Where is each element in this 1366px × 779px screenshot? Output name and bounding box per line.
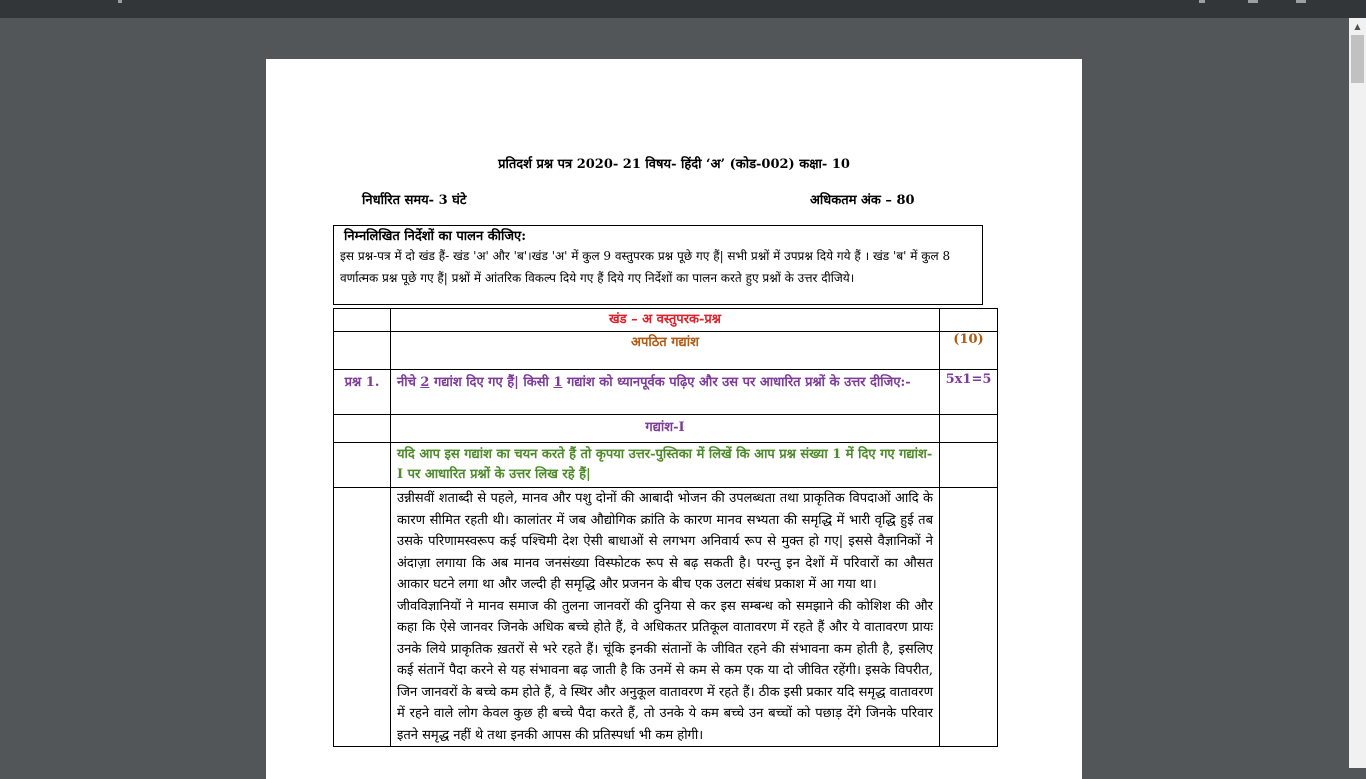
passage-paragraph: उन्नीसवीं शताब्दी से पहले, मानव और पशु दोनों की आबादी भोजन की उपलब्धता तथा प्राकृतिक विपदाओं आदि के कारण सीमित रहती थी। कालांतर में जब औद्योगिक क्रांति के कारण मानव सभ्यता की समृद्धि में भारी वृद्धि हुई तब उसके परिणामस्वरूप कई पश्चिमी देश ऐसी बाधाओं से लगभग अनिवार्य रूप से मुक्त हो गए| इससे वैज्ञानिकों ने अंदाज़ा लगाया कि अब मानव जनसंख्या विस्फोटक रूप से बढ़ सकती है। परन्तु इन देशों में परिवारों का औसत आकार घटने लगा था और जल्दी ही समृद्धि और प्रजनन के बीच एक उलटा संबंध प्रकाश में आ गया था। xyxy=(397,491,933,592)
table-row xyxy=(334,309,998,332)
viewer-toolbar xyxy=(0,0,1366,18)
passage-paragraph: जीवविज्ञानियों ने मानव समाज की तुलना जानवरों की दुनिया से कर इस सम्बन्ध को समझाने की कोशिश की और कहा कि ऐसे जानवर जिनके अधिक बच्चे होते हैं, वे अधिकतर प्रतिकूल वातावरण में रहते हैं और ये वातावरण प्रायः उनके लिये प्राकृतिक ख़तरों से भरे रहते हैं। चूंकि इनकी संतानों के जीवित रहने की संभावना कम होती है, इसलिए कई संतानें पैदा करने से यह संभावना बढ़ जाती है कि उनमें से कम से कम एक या दो जीवित रहेंगी। इसके विपरीत, जिन जानवरों के बच्चे कम होते हैं, वे स्थिर और अनुकूल वातावरण में रहते हैं। ठीक इसी प्रकार यदि समृद्ध वातावरण में रहने वाले लोग केवल कुछ ही बच्चे पैदा करते हैं, तो उनके ये कम बच्चे उन बच्चों को पछाड़ देंगे जिनके परिवार इतने समृद्ध नहीं थे तथा इनकी आपस की प्रतिस्पर्धा भी कम होगी। xyxy=(397,598,933,743)
table-row xyxy=(334,415,998,443)
table-row xyxy=(334,370,998,415)
instructions-body: इस प्रश्न-पत्र में दो खंड हैं- खंड 'अ' और 'ब'।खंड 'अ' में कुल 9 वस्तुपरक प्रश्न पूछे गए हैं| सभी प्रश्नों में उपप्रश्न दिये गये हैं । खंड 'ब' में कुल 8 वर्णात्मक प्रश्न पूछे गए हैं| प्रश्नों में आंतरिक विकल्प दिये गए हैं दिये गए निर्देशों का पालन करते हुए प्रश्नों के उत्तर दीजिये। xyxy=(340,249,951,285)
download-icon[interactable] xyxy=(1248,0,1258,3)
instructions-heading: निम्नलिखित निर्देशों का पालन कीजिए: xyxy=(344,229,527,244)
unseen-passage-marks: (10) xyxy=(940,332,998,370)
table-row xyxy=(334,332,998,370)
passage-note: यदि आप इस गद्यांश का चयन करते हैं तो कृपया उत्तर-पुस्तिका में लिखें कि आप प्रश्न संख्या 1 में दिए गए गद्यांश-I पर आधारित प्रश्नों के उत्तर लिख रहे हैं| xyxy=(391,443,940,488)
question-table xyxy=(333,308,998,747)
print-icon[interactable] xyxy=(1296,0,1306,3)
scroll-up-arrow-icon[interactable]: ▲ xyxy=(1354,22,1361,31)
instructions-box xyxy=(333,225,983,305)
document-page xyxy=(266,59,1082,779)
scroll-thumb[interactable] xyxy=(1351,35,1364,83)
passage-text xyxy=(391,488,940,747)
table-row xyxy=(334,488,998,747)
toolbar-icon[interactable] xyxy=(118,0,122,3)
question-text: नीचे 2 गद्यांश दिए गए हैं| किसी 1 गद्यांश को ध्यानपूर्वक पढ़िए और उस पर आधारित प्रश्नों के उत्तर दीजिए:- xyxy=(391,370,940,415)
rotate-icon[interactable] xyxy=(1199,0,1205,3)
paper-title: प्रतिदर्श प्रश्न पत्र 2020- 21 विषय- हिंदी ‘अ’ (कोड-002) कक्षा- 10 xyxy=(498,157,850,172)
section-title: खंड – अ वस्तुपरक-प्रश्न xyxy=(391,309,940,332)
question-marks: 5x1=5 xyxy=(940,370,998,415)
passage-heading: गद्यांश-I xyxy=(391,415,940,443)
unseen-passage-heading: अपठित गद्यांश xyxy=(391,332,940,370)
question-number: प्रश्न 1. xyxy=(334,370,391,415)
time-allowed: निर्धारित समय- 3 घंटे xyxy=(362,193,467,208)
vertical-scrollbar[interactable] xyxy=(1349,18,1366,768)
maximum-marks: अधिकतम अंक – 80 xyxy=(810,193,915,208)
table-row xyxy=(334,443,998,488)
